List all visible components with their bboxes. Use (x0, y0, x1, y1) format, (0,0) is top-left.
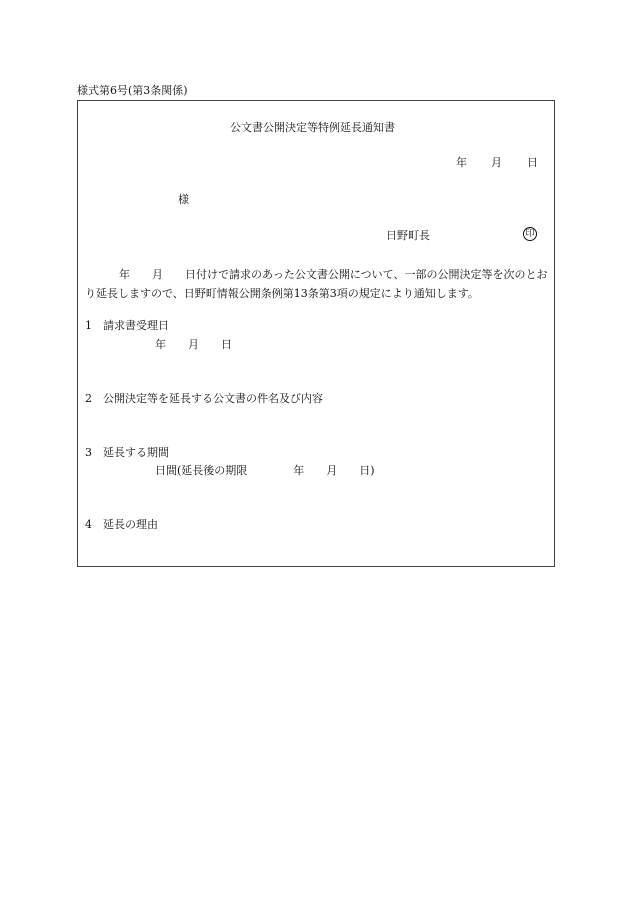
body-year: 年 (119, 268, 130, 281)
item-receipt-date-value (155, 339, 232, 350)
document-title: 公文書公開決定等特例延長通知書 (230, 121, 395, 134)
receipt-year: 年 (155, 338, 166, 351)
addressee-suffix: 様 (178, 193, 189, 206)
receipt-month: 月 (188, 338, 199, 351)
extension-month: 月 (326, 464, 338, 477)
item-document-subject-label: 2 公開決定等を延長する公文書の件名及び内容 (85, 392, 323, 405)
sender-name: 日野町長 (386, 229, 430, 242)
body-month: 月 (152, 268, 163, 281)
extension-year: 年 (293, 464, 305, 477)
body-text: 日付けで請求のあった公文書公開について、一部の公開決定等を次のとおり延長しますので、日野町情報公開条例第13条第3項の規定により通知します。 (85, 268, 548, 300)
item-extension-period-value (155, 465, 375, 476)
extension-days-prefix: 日間(延長後の期限 (155, 464, 248, 477)
form-number: 様式第6号(第3条関係) (77, 84, 188, 97)
notice-body (85, 265, 551, 303)
seal-icon: 印 (523, 227, 537, 241)
item-extension-reason-label: 4 延長の理由 (85, 518, 158, 531)
date-year: 年 (456, 156, 467, 169)
date-day: 日 (527, 156, 538, 169)
date-month: 月 (491, 156, 502, 169)
extension-day: 日) (359, 464, 375, 477)
form-frame (77, 100, 555, 567)
item-receipt-date-label: 1 請求書受理日 (85, 319, 169, 332)
receipt-day: 日 (221, 338, 232, 351)
item-extension-period-label: 3 延長する期間 (85, 446, 169, 459)
